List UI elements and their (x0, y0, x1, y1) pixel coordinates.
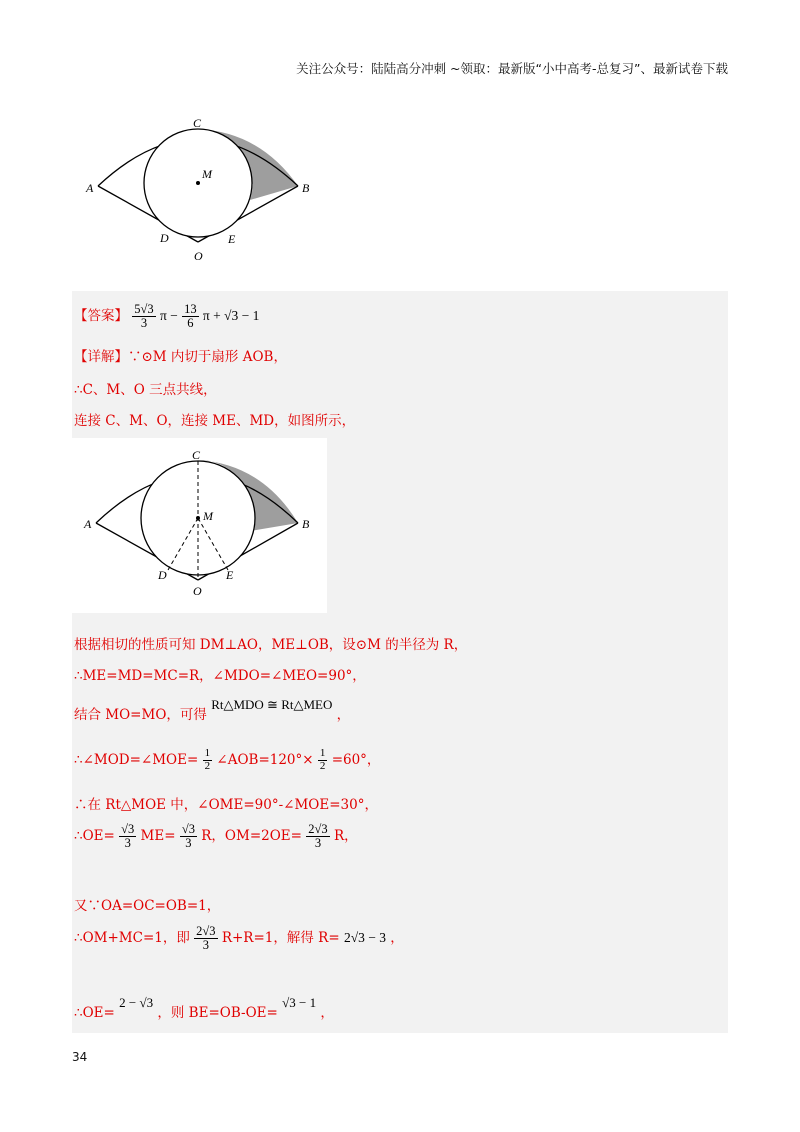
two-sqrt3-over-3-frac: $\frac{2√3}{3}$ (308, 822, 328, 851)
detail-tag: 【详解】 (74, 349, 128, 365)
answer-tag: 【答案】 (74, 308, 128, 325)
figure-1-svg (80, 112, 320, 272)
detail-line-11: ∴OM+MC=1，即 $\frac{2√3}{3}$ R+R=1，解得 R= 2√3 − 3 ， (74, 924, 404, 953)
detail-line-6: 结合 MO=MO，可得 Rt△MDO ≅ Rt△MEO ， (74, 697, 351, 723)
sqrt3-over-3-frac-2: $\frac{√3}{3}$ (181, 822, 195, 851)
detail-line-10: 又∵OA=OC=OB=1， (74, 898, 221, 914)
detail-line-8: ∴在 Rt△MOE 中，∠OME=90°-∠MOE=30°， (74, 797, 378, 813)
geometry-figure-2 (72, 438, 327, 613)
two-sqrt3-over-3-frac-2: $\frac{2√3}{3}$ (196, 924, 216, 953)
label-d-2: D (158, 568, 167, 582)
detail-line-5: ∴ME=MD=MC=R，∠MDO=∠MEO=90°， (74, 668, 366, 684)
half-frac-2: $\frac{1}{2}$ (319, 747, 326, 772)
answer-term-2: π + √3 − 1 (202, 308, 260, 324)
detail-line-3: 连接 C、M、O，连接 ME、MD，如图所示， (74, 413, 356, 429)
detail-line-12: ∴OE= 2 − √3 ，则 BE=OB-OE= √3 − 1 ， (74, 995, 334, 1021)
label-a: A (86, 181, 94, 195)
center-point-2 (196, 516, 200, 520)
label-c-2: C (192, 448, 201, 462)
answer-line (74, 303, 259, 330)
label-m-2: M (203, 509, 213, 523)
label-b-2: B (302, 517, 310, 531)
label-e-2: E (226, 568, 234, 582)
oe-value: 2 − √3 (119, 995, 154, 1010)
label-o: O (194, 249, 203, 263)
label-m: M (202, 167, 212, 181)
label-e: E (228, 232, 236, 246)
answer-term-1: π − (159, 308, 178, 324)
half-frac-1: $\frac{1}{2}$ (204, 747, 211, 772)
center-point (196, 181, 200, 185)
figure-2-svg (72, 438, 327, 613)
sqrt3-over-3-frac-1: $\frac{√3}{3}$ (121, 822, 135, 851)
radius-value: 2√3 − 3 (343, 930, 386, 946)
label-a-2: A (84, 517, 92, 531)
geometry-figure-1 (80, 112, 320, 272)
label-b: B (302, 181, 310, 195)
label-o-2: O (193, 584, 202, 598)
detail-line-1: 【详解】∵⊙M 内切于扇形 AOB， (74, 349, 287, 365)
be-value: √3 − 1 (282, 995, 317, 1010)
answer-frac-1: $\frac{5√3}{3}$ (134, 302, 154, 331)
answer-panel (72, 291, 728, 1033)
detail-line-2: ∴C、M、O 三点共线， (74, 382, 217, 398)
answer-frac-2: $\frac{13}{6}$ (184, 302, 197, 331)
detail-line-7: ∴∠MOD=∠MOE= $\frac{1}{2}$ ∠AOB=120°× $\frac{1}{2}$ =60°， (74, 747, 381, 772)
label-c: C (193, 116, 202, 130)
detail-line-4: 根据相切的性质可知 DM⊥AO，ME⊥OB，设⊙M 的半径为 R， (74, 637, 468, 653)
congruence-expr: Rt△MDO ≅ Rt△MEO (211, 697, 333, 712)
page-number: 34 (72, 1050, 88, 1064)
label-d: D (160, 231, 169, 245)
detail-line-9: ∴OE= $\frac{√3}{3}$ ME= $\frac{√3}{3}$ R，OM=2OE= $\frac{2√3}{3}$ R， (74, 822, 358, 851)
page-header: 关注公众号：陆陆高分冲刺 ~领取：最新版“小中高考-总复习”、最新试卷下载 (296, 61, 728, 76)
